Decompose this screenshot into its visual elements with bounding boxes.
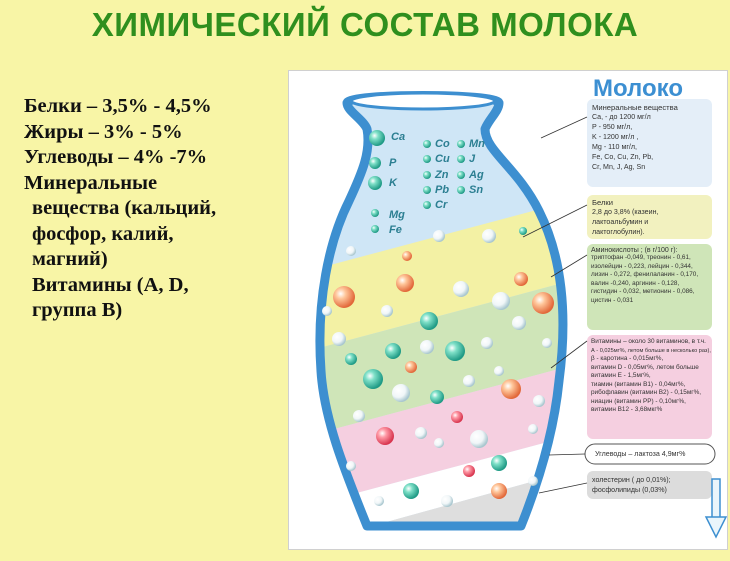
carbs-text: Углеводы – лактоза 4,9мг% — [595, 450, 686, 458]
element-label: Mg — [389, 209, 405, 221]
vitamins-line: А - 0,025мг%, летом больше в несколько раз), — [591, 347, 711, 354]
amino-line: лизин - 0,272, фенилаланин - 0,170, — [591, 271, 699, 278]
page-title: ХИМИЧЕСКИЙ СОСТАВ МОЛОКА — [91, 6, 639, 43]
element-label: P — [389, 157, 397, 169]
element-label: Zn — [435, 169, 449, 181]
proteins-title: Белки — [592, 198, 613, 207]
list-item: Минеральные — [24, 171, 158, 194]
amino-line: триптофан -0,049, треонин - 0,61, — [591, 254, 691, 261]
list-item: вещества (кальций, — [32, 197, 217, 219]
minerals-title: Минеральные вещества — [592, 103, 678, 112]
list-item: магний) — [32, 248, 108, 270]
element-label: Ag — [469, 169, 484, 181]
composition-list — [24, 94, 304, 324]
minerals-line: Cr, Mn, J, Ag, Sn — [592, 163, 646, 171]
vitamins-line: ниацин (витамин PP) - 0,10мг%, — [591, 397, 686, 405]
proteins-line: лактоальбумин и — [592, 218, 649, 226]
minerals-line: K - 1200 мг/л , — [592, 133, 639, 141]
list-item: Витамины (A, D, — [32, 273, 189, 296]
element-label: Ca — [391, 131, 406, 143]
vitamins-line: рибофлавин (витамин В2) - 0,15мг%, — [591, 389, 702, 396]
list-item: Углеводы – 4% -7% — [24, 146, 208, 168]
list-item: фосфор, калий, — [32, 222, 174, 245]
cholesterol-text — [592, 475, 710, 495]
amino-line: валин -0,240, аргинин - 0,128, — [591, 279, 680, 287]
list-item: группа B) — [32, 299, 123, 321]
proteins-line: 2,8 до 3,8% (казеин, — [592, 208, 659, 216]
element-label: J — [469, 153, 476, 165]
proteins-text — [592, 198, 710, 237]
vitamins-text — [591, 338, 712, 415]
vitamins-line: витамин D - 0,05мг%, летом больше — [591, 363, 699, 371]
minerals-line: Fe, Co, Cu, Zn, Pb, — [592, 153, 654, 161]
element-label: Cu — [435, 153, 450, 165]
vitamins-line: тиамин (витамин В1) - 0,04мг%, — [591, 380, 686, 388]
milk-title: Молоко — [593, 75, 683, 102]
minerals-line: Mg - 110 мг/л, — [592, 143, 637, 151]
list-item: Белки – 3,5% - 4,5% — [24, 95, 212, 117]
amino-line: изолейцин - 0,223, лейцин - 0,344, — [591, 262, 693, 270]
element-label: Pb — [435, 184, 450, 196]
cholesterol-line: фосфолипиды (0,03%) — [592, 486, 667, 494]
vitamins-line: витамин B12 - 3,68мкг% — [591, 406, 663, 413]
element-label: Co — [435, 138, 450, 150]
element-label: Mn — [469, 138, 485, 150]
minerals-line: P - 950 мг/л, — [592, 123, 633, 131]
amino-line: гистидин - 0,032, метионин - 0,086, — [591, 288, 695, 295]
proteins-line: лактоглобулин). — [592, 228, 645, 236]
amino-title: Аминокислоты ; (в г/100 г): — [591, 247, 678, 254]
minerals-text — [592, 103, 710, 172]
vitamins-line: витамин Е - 1,5мг%, — [591, 372, 651, 379]
cholesterol-line: холестерин ( до 0,01%); — [592, 476, 671, 484]
element-label: Fe — [389, 224, 402, 236]
milk-infographic — [288, 70, 728, 550]
vitamins-line: β - каротина - 0,015мг%, — [591, 355, 664, 362]
list-item: Жиры – 3% - 5% — [24, 120, 183, 143]
amino-line: цистин - 0,031 — [591, 296, 634, 304]
element-label: K — [389, 177, 397, 189]
element-label: Cr — [435, 199, 448, 211]
minerals-line: Ca, - до 1200 мг/л — [592, 113, 651, 121]
vitamins-title: Витамины – около 30 витаминов, в т.ч. — [591, 338, 706, 345]
amino-text — [591, 247, 711, 305]
element-label: Sn — [469, 184, 484, 196]
